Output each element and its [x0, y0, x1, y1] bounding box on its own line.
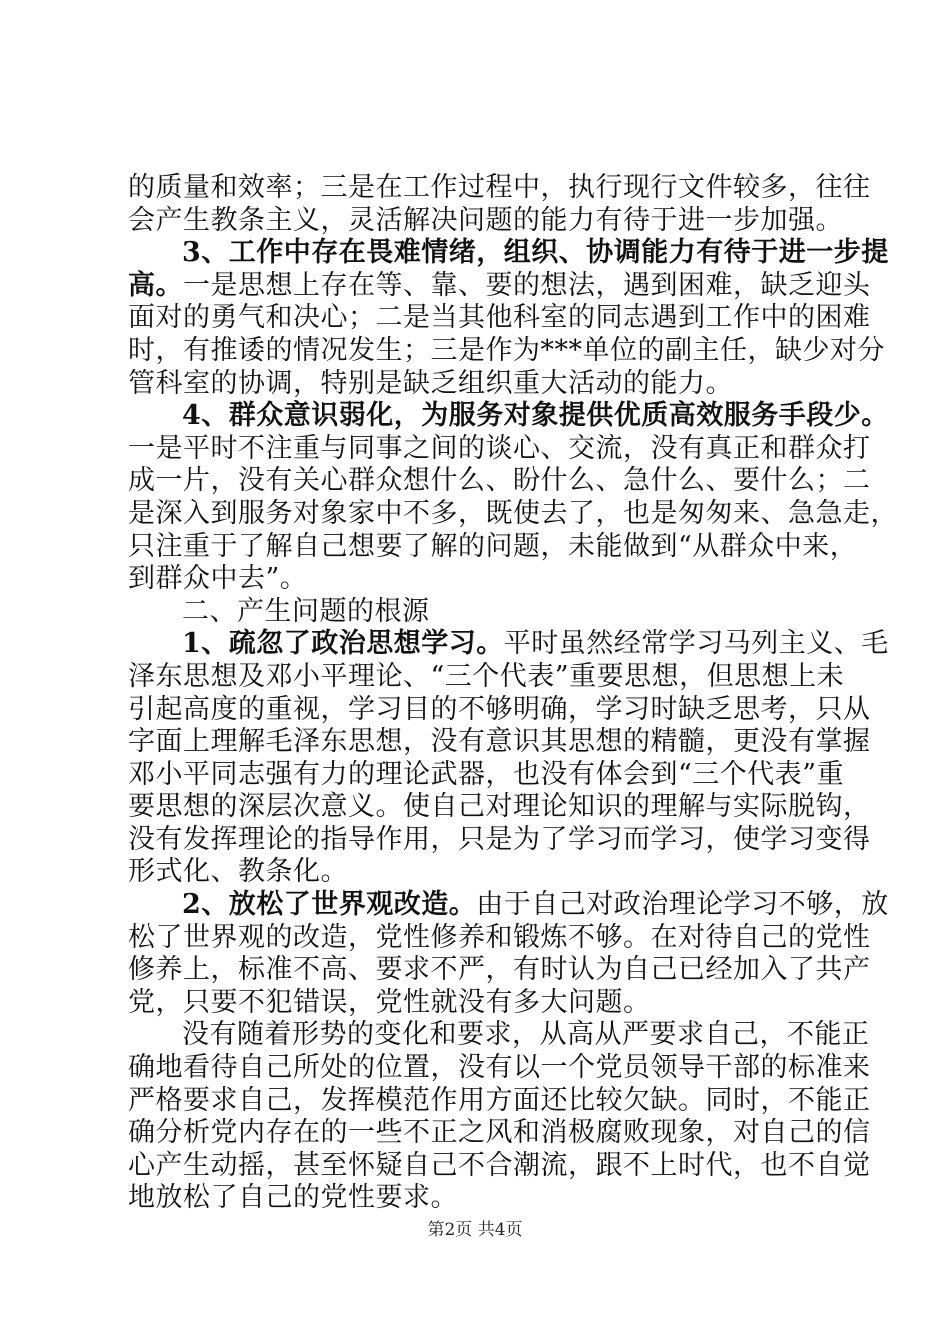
text-line: 修养上，标准不高、要求不严，有时认为自己已经加入了共产: [128, 954, 871, 986]
text-line: 管科室的协调，特别是缺乏组织重大活动的能力。: [128, 367, 733, 399]
text-line: 高。一是思想上存在等、靠、要的想法，遇到困难，缺乏迎头: [128, 269, 871, 301]
text-line: 确地看待自己所处的位置，没有以一个党员领导干部的标准来: [128, 1052, 871, 1084]
text-line: 到群众中去”。: [128, 563, 308, 595]
paragraph-heading: 1、疏忽了政治思想学习。平时虽然经常学习马列主义、毛: [182, 628, 889, 660]
text-line: 严格要求自己，发挥模范作用方面还比较欠缺。同时，不能正: [128, 1084, 871, 1116]
text-line: 泽东思想及邓小平理论、“三个代表”重要思想，但思想上未: [128, 660, 845, 692]
text-line: 成一片，没有关心群众想什么、盼什么、急什么、要什么；二: [128, 465, 871, 497]
text-line: 面对的勇气和决心；二是当其他科室的同志遇到工作中的困难: [128, 302, 871, 334]
paragraph-heading: 3、工作中存在畏难情绪，组织、协调能力有待于进一步提: [182, 237, 889, 269]
text-line: 党，只要不犯错误，党性就没有多大问题。: [128, 986, 651, 1018]
text-line: 松了世界观的改造，党性修养和锻炼不够。在对待自己的党性: [128, 921, 871, 953]
document-body: [128, 172, 898, 1215]
text-line: 形式化、教条化。: [128, 856, 348, 888]
text-line: 的质量和效率；三是在工作过程中，执行现行文件较多，往往: [128, 172, 871, 203]
text-line: 引起高度的重视，学习目的不够明确，学习时缺乏思考，只从: [128, 693, 871, 725]
paragraph-heading: 2、放松了世界观改造。由于自己对政治理论学习不够，放: [182, 889, 889, 921]
text-line: 要思想的深层次意义。使自己对理论知识的理解与实际脱钩，: [128, 791, 871, 823]
page-footer: 第2页 共4页: [427, 1220, 523, 1240]
text-line: 心产生动摇，甚至怀疑自己不合潮流，跟不上时代，也不自觉: [128, 1149, 871, 1181]
section-heading: 二、产生问题的根源: [182, 595, 430, 627]
text-line: 地放松了自己的党性要求。: [128, 1182, 458, 1214]
paragraph-heading: 4、群众意识弱化，为服务对象提供优质高效服务手段少。: [182, 400, 889, 432]
text-line: 确分析党内存在的一些不正之风和消极腐败现象，对自己的信: [128, 1117, 871, 1149]
text-line: 一是平时不注重与同事之间的谈心、交流，没有真正和群众打: [128, 432, 871, 464]
text-line: 字面上理解毛泽东思想，没有意识其思想的精髓，更没有掌握: [128, 726, 871, 758]
text-line: 没有发挥理论的指导作用，只是为了学习而学习，使学习变得: [128, 823, 871, 855]
text-line: 邓小平同志强有力的理论武器，也没有体会到“三个代表”重: [128, 758, 845, 790]
text-line: 是深入到服务对象家中不多，既使去了，也是匆匆来、急急走，: [128, 497, 898, 529]
text-line: 只注重于了解自己想要了解的问题，未能做到“从群众中来，: [128, 530, 858, 562]
text-line: 会产生教条主义，灵活解决问题的能力有待于进一步加强。: [128, 204, 843, 236]
text-line: 没有随着形势的变化和要求，从高从严要求自己，不能正: [182, 1019, 870, 1051]
text-line: 时，有推诿的情况发生；三是作为***单位的副主任，缺少对分: [128, 334, 885, 366]
